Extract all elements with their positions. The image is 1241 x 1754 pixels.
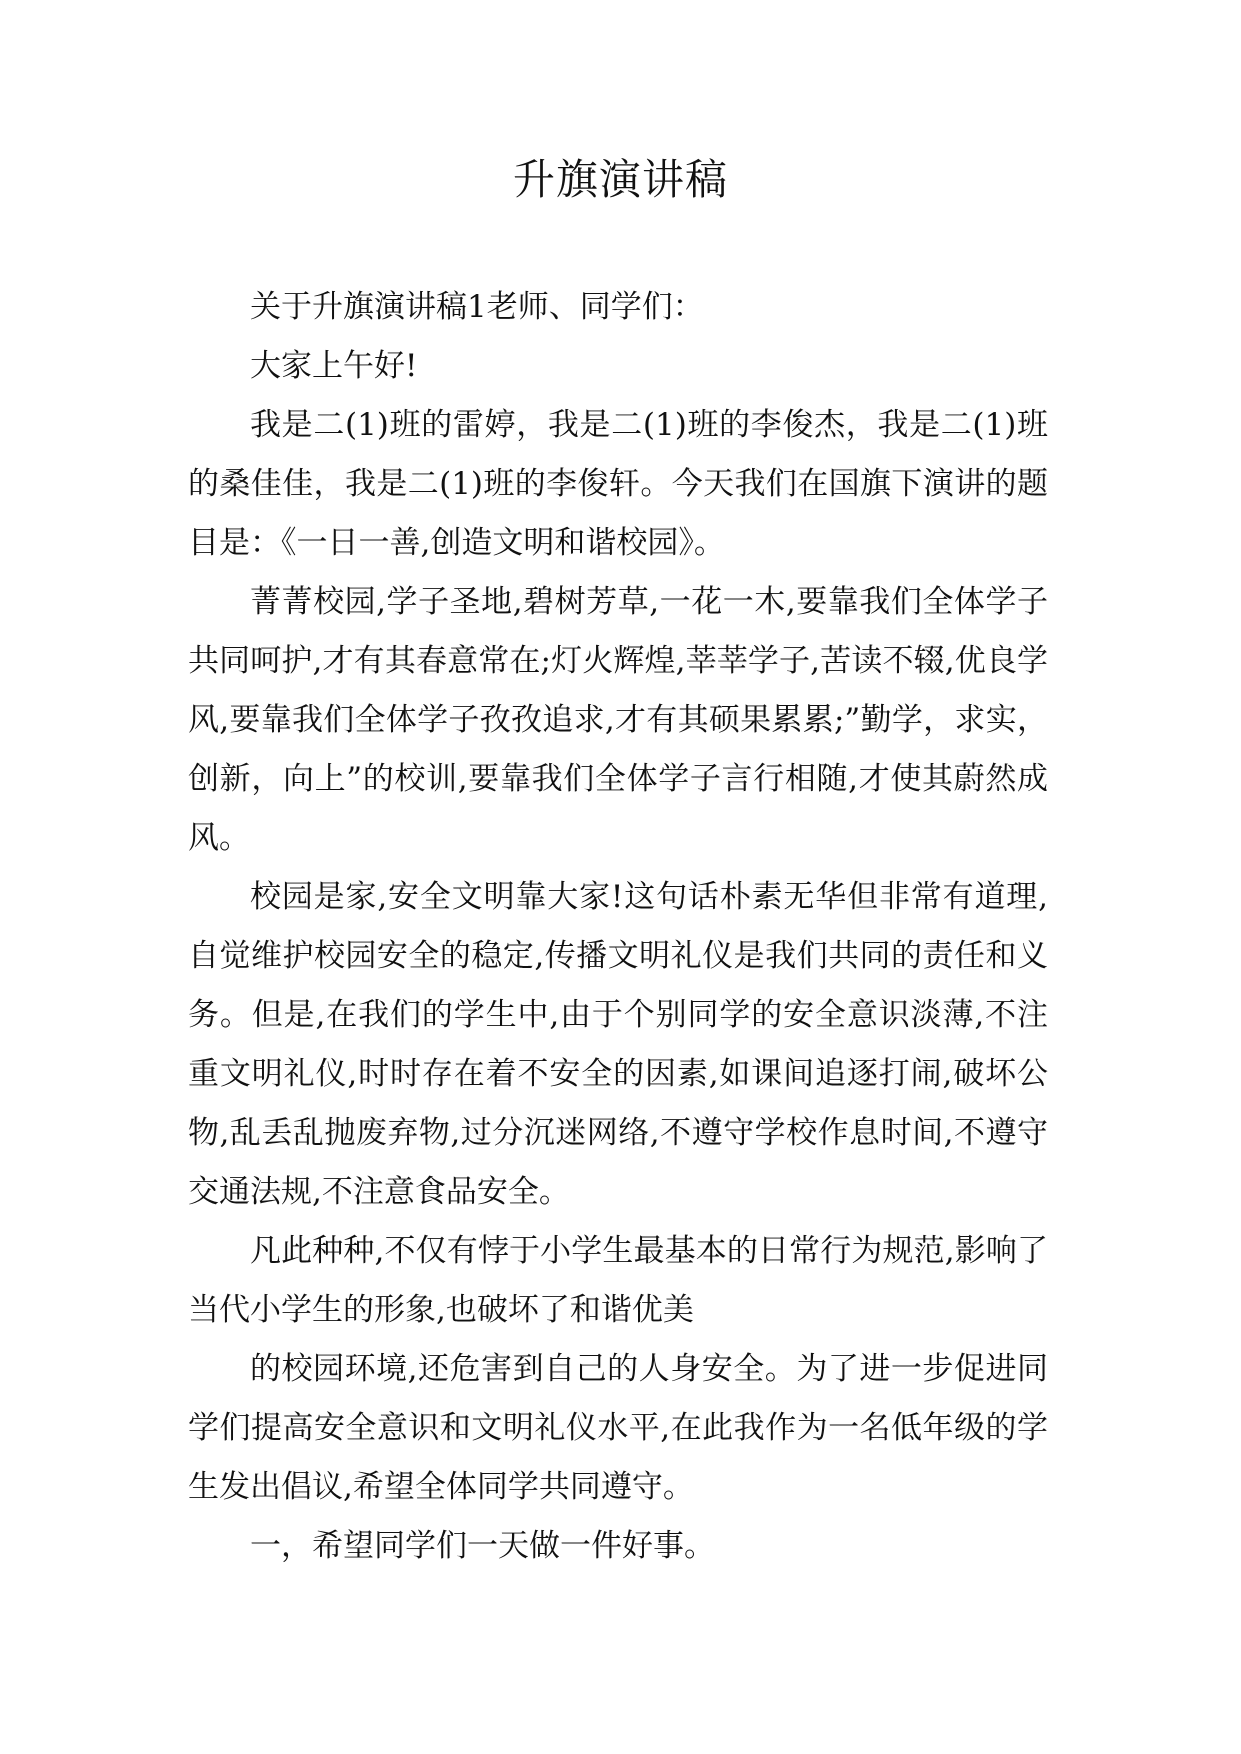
salutation-paragraph: 大家上午好! — [250, 348, 418, 384]
proposal-paragraph: 的校园环境,还危害到自己的人身安全。为了进一步促进同学们提高安全意识和文明礼仪水平,在此我作为一名低年级的学生发出倡议,希望全体同学共同遵守。 — [188, 1351, 1048, 1505]
document-title: 升旗演讲稿 — [512, 155, 728, 204]
campus-paragraph: 菁菁校园,学子圣地,碧树芳草,一花一木,要靠我们全体学子共同呵护,才有其春意常在;灯火辉煌,莘莘学子,苦读不辍,优良学风,要靠我们全体学子孜孜追求,才有其硕果累累;”勤学，求实，创新，向上”的校训,要靠我们全体学子言行相随,才使其蔚然成风。 — [188, 584, 1048, 856]
first-point-paragraph: 一，希望同学们一天做一件好事。 — [250, 1528, 715, 1564]
safety-paragraph: 校园是家,安全文明靠大家!这句话朴素无华但非常有道理,自觉维护校园安全的稳定,传播文明礼仪是我们共同的责任和义务。但是,在我们的学生中,由于个别同学的安全意识淡薄,不注重文明礼仪,时时存在着不安全的因素,如课间追逐打闹,破坏公物,乱丢乱抛废弃物,过分沉迷网络,不遵守学校作息时间,不遵守交通法规,不注意食品安全。 — [188, 879, 1048, 1210]
greeting-paragraph: 关于升旗演讲稿1老师、同学们： — [250, 289, 704, 325]
document-body — [188, 278, 1048, 1576]
introduction-paragraph: 我是二(1)班的雷婷，我是二(1)班的李俊杰，我是二(1)班的桑佳佳，我是二(1)班的李俊轩。今天我们在国旗下演讲的题目是：《一日一善,创造文明和谐校园》。 — [188, 407, 1048, 561]
problems-paragraph: 凡此种种,不仅有悖于小学生最基本的日常行为规范,影响了当代小学生的形象,也破坏了和谐优美 — [188, 1233, 1048, 1328]
